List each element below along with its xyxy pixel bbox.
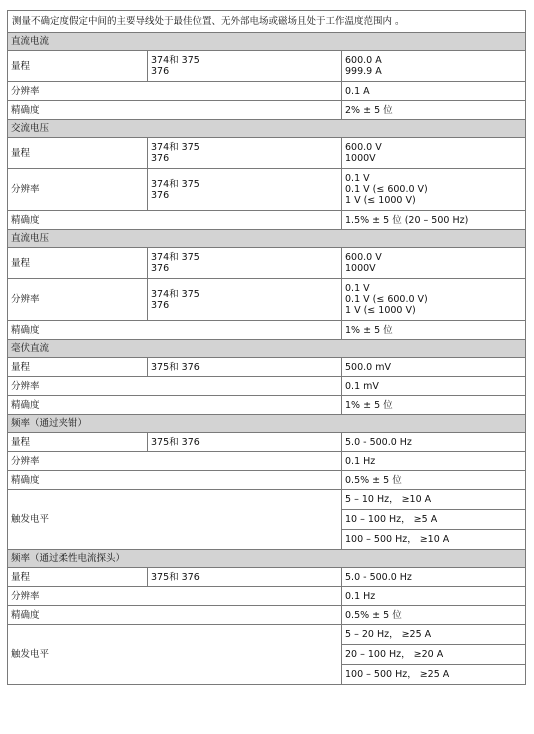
- dc-voltage-resolution-models: 374和 375 376: [148, 279, 342, 321]
- section-freq-flex: 频率（通过柔性电流探头）: [8, 550, 526, 568]
- section-dc-current: 直流电流: [8, 33, 526, 51]
- dc-voltage-resolution-label: 分辨率: [8, 279, 148, 321]
- freq-jaws-range-models: 375和 376: [148, 433, 342, 452]
- ac-voltage-resolution-label: 分辨率: [8, 169, 148, 211]
- freq-jaws-trigger-value: 10 – 100 Hz， ≥5 A: [342, 510, 526, 530]
- dc-voltage-range-label: 量程: [8, 248, 148, 279]
- dc-voltage-accuracy-value: 1% ± 5 位: [342, 321, 526, 340]
- dc-voltage-range-models: 374和 375 376: [148, 248, 342, 279]
- mv-dc-range-value: 500.0 mV: [342, 358, 526, 377]
- spec-table: [7, 10, 526, 685]
- freq-flex-trigger-value: 20 – 100 Hz， ≥20 A: [342, 645, 526, 665]
- dc-current-resolution-value: 0.1 A: [342, 82, 526, 101]
- freq-flex-resolution-value: 0.1 Hz: [342, 587, 526, 606]
- dc-voltage-accuracy-label: 精确度: [8, 321, 342, 340]
- freq-flex-accuracy-value: 0.5% ± 5 位: [342, 606, 526, 625]
- dc-current-range-label: 量程: [8, 51, 148, 82]
- dc-current-accuracy-value: 2% ± 5 位: [342, 101, 526, 120]
- freq-flex-trigger-value: 5 – 20 Hz， ≥25 A: [342, 625, 526, 645]
- section-ac-voltage: 交流电压: [8, 120, 526, 138]
- section-mv-dc: 毫伏直流: [8, 340, 526, 358]
- ac-voltage-resolution-values: 0.1 V 0.1 V (≤ 600.0 V) 1 V (≤ 1000 V): [342, 169, 526, 211]
- ac-voltage-range-models: 374和 375 376: [148, 138, 342, 169]
- freq-jaws-trigger-value: 100 – 500 Hz， ≥10 A: [342, 530, 526, 550]
- dc-current-resolution-label: 分辨率: [8, 82, 342, 101]
- ac-voltage-range-label: 量程: [8, 138, 148, 169]
- section-dc-voltage: 直流电压: [8, 230, 526, 248]
- ac-voltage-accuracy-label: 精确度: [8, 211, 342, 230]
- ac-voltage-range-values: 600.0 V 1000V: [342, 138, 526, 169]
- freq-jaws-accuracy-label: 精确度: [8, 471, 342, 490]
- section-freq-jaws: 频率（通过夹钳）: [8, 415, 526, 433]
- uncertainty-note: 测量不确定度假定中间的主要导线处于最佳位置、无外部电场或磁场且处于工作温度范围内 。: [8, 11, 526, 33]
- mv-dc-resolution-value: 0.1 mV: [342, 377, 526, 396]
- dc-voltage-range-values: 600.0 V 1000V: [342, 248, 526, 279]
- freq-flex-trigger-label: 触发电平: [8, 625, 342, 685]
- freq-jaws-resolution-value: 0.1 Hz: [342, 452, 526, 471]
- freq-flex-accuracy-label: 精确度: [8, 606, 342, 625]
- mv-dc-resolution-label: 分辨率: [8, 377, 342, 396]
- freq-flex-range-models: 375和 376: [148, 568, 342, 587]
- freq-jaws-range-value: 5.0 - 500.0 Hz: [342, 433, 526, 452]
- freq-jaws-range-label: 量程: [8, 433, 148, 452]
- freq-jaws-trigger-label: 触发电平: [8, 490, 342, 550]
- freq-flex-resolution-label: 分辨率: [8, 587, 342, 606]
- dc-current-range-values: 600.0 A 999.9 A: [342, 51, 526, 82]
- ac-voltage-resolution-models: 374和 375 376: [148, 169, 342, 211]
- mv-dc-range-models: 375和 376: [148, 358, 342, 377]
- ac-voltage-accuracy-value: 1.5% ± 5 位 (20 – 500 Hz): [342, 211, 526, 230]
- dc-current-range-models: 374和 375 376: [148, 51, 342, 82]
- freq-flex-trigger-value: 100 – 500 Hz， ≥25 A: [342, 665, 526, 685]
- freq-jaws-resolution-label: 分辨率: [8, 452, 342, 471]
- freq-flex-range-label: 量程: [8, 568, 148, 587]
- dc-current-accuracy-label: 精确度: [8, 101, 342, 120]
- mv-dc-range-label: 量程: [8, 358, 148, 377]
- freq-jaws-accuracy-value: 0.5% ± 5 位: [342, 471, 526, 490]
- spec-table-container: [7, 10, 525, 685]
- mv-dc-accuracy-label: 精确度: [8, 396, 342, 415]
- freq-jaws-trigger-value: 5 – 10 Hz， ≥10 A: [342, 490, 526, 510]
- freq-flex-range-value: 5.0 - 500.0 Hz: [342, 568, 526, 587]
- dc-voltage-resolution-values: 0.1 V 0.1 V (≤ 600.0 V) 1 V (≤ 1000 V): [342, 279, 526, 321]
- mv-dc-accuracy-value: 1% ± 5 位: [342, 396, 526, 415]
